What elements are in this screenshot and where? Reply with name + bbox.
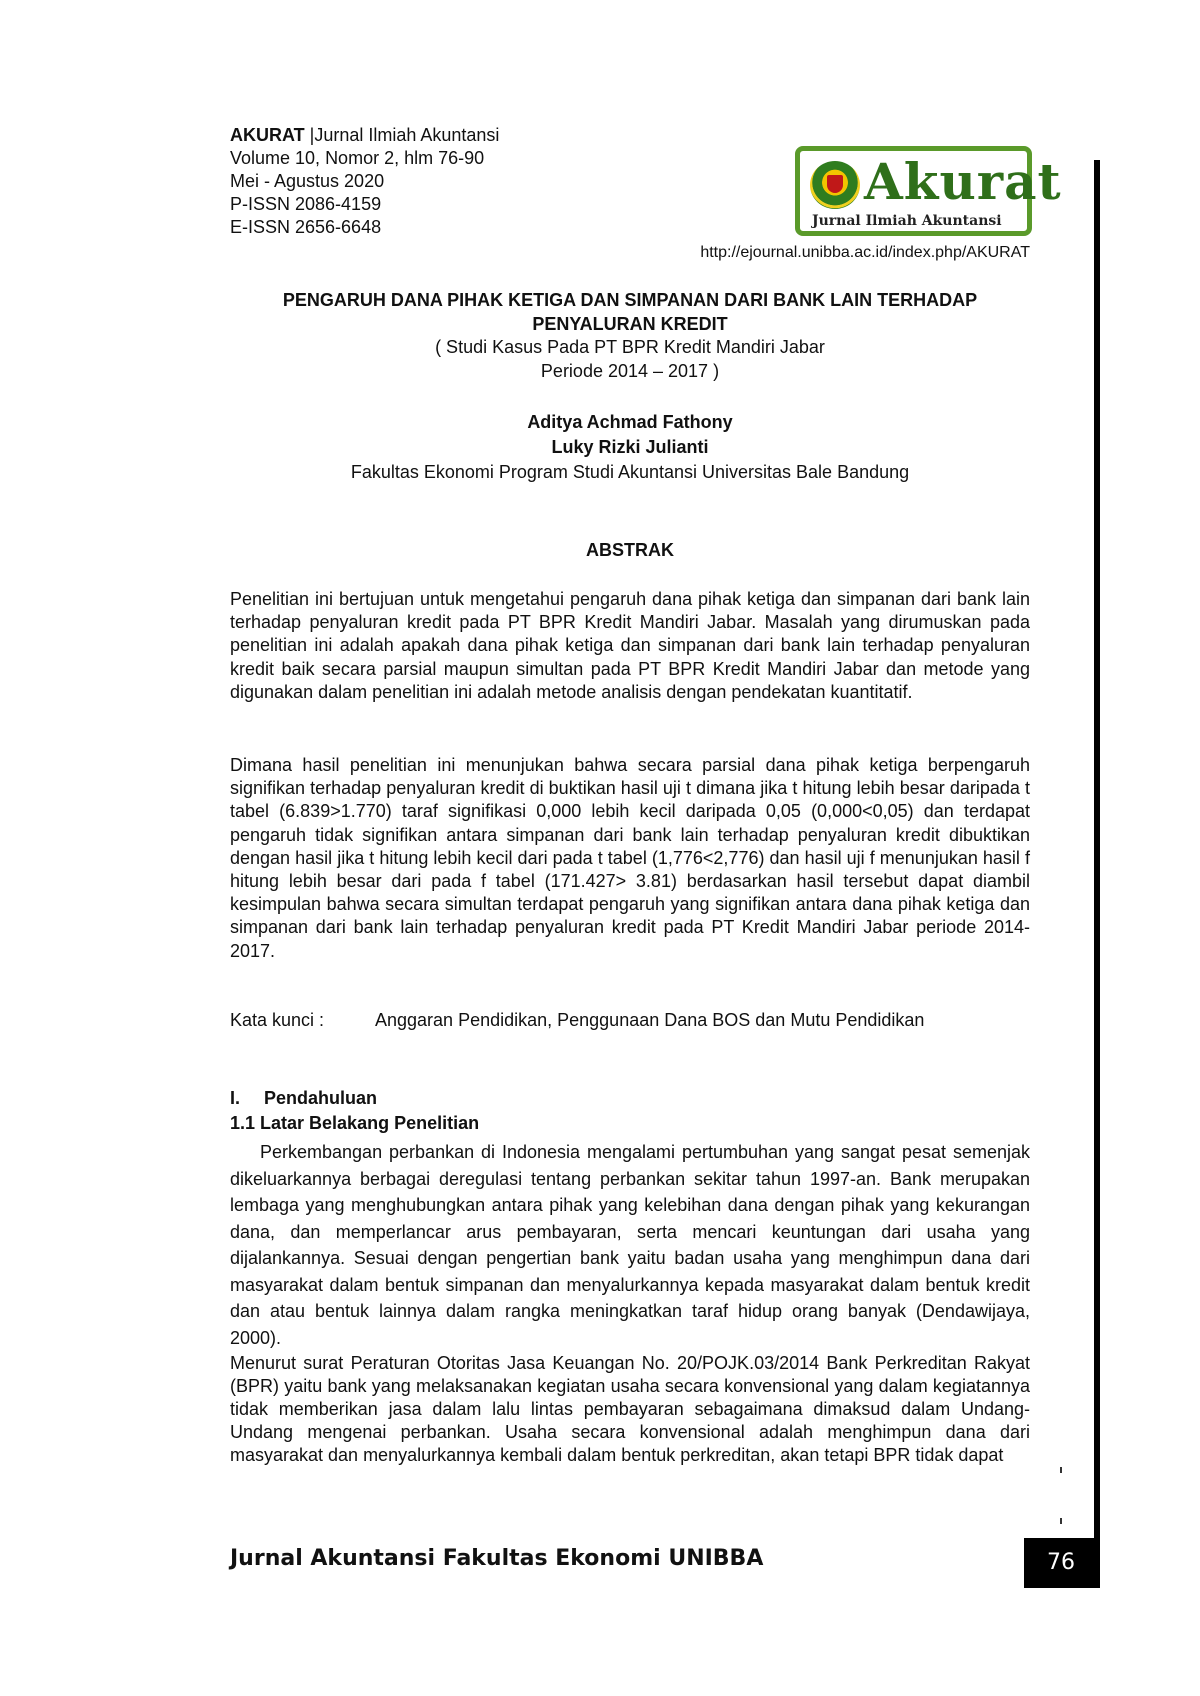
article-subtitle: [230, 335, 1030, 383]
keywords-text: Anggaran Pendidikan, Penggunaan Dana BOS dan Mutu Pendidikan: [375, 1010, 925, 1030]
footer-journal-name: Jurnal Akuntansi Fakultas Ekonomi UNIBBA: [230, 1546, 764, 1571]
pissn: P-ISSN 2086-4159: [230, 194, 382, 214]
journal-url-link[interactable]: http://ejournal.unibba.ac.id/index.php/AKURAT: [700, 244, 1030, 261]
author-1: Aditya Achmad Fathony: [527, 412, 733, 432]
section-title: Pendahuluan: [264, 1088, 378, 1108]
affiliation: Fakultas Ekonomi Program Studi Akuntansi Universitas Bale Bandung: [350, 462, 910, 482]
abstract-heading: ABSTRAK: [586, 540, 674, 560]
author-2: Luky Rizki Julianti: [551, 437, 709, 457]
body-paragraph-1: [230, 1139, 1030, 1351]
margin-mark: [1060, 1518, 1062, 1524]
article-title: [230, 288, 1030, 336]
body-paragraph-1-text: Perkembangan perbankan di Indonesia mengalami pertumbuhan yang sangat pesat semenjak dikeluarkannya berbagai deregulasi tentang perbankan sekitar tahun 1997-an. Bank merupakan lembaga yang menghubungkan antara pihak yang kelebihan dana dengan pihak yang kekurangan dana, dan memperlancar arus pembayaran, serta mencari keuntungan dari usaha yang dijalankannya. Sesuai dengan pengertian bank yaitu badan usaha yang menghimpun dana dari masyarakat dalam bentuk simpanan dan menyalurkannya kepada masyarakat dalam bentuk kredit dan atau bentuk lainnya dalam rangka meningkatkan taraf hidup orang banyak (Dendawijaya, 2000).: [230, 1142, 1030, 1348]
logo-wordmark: Akurat: [864, 152, 1062, 211]
title-line-2: PENYALURAN KREDIT: [532, 314, 728, 334]
title-line-1: PENGARUH DANA PIHAK KETIGA DAN SIMPANAN DARI BANK LAIN TERHADAP: [282, 290, 978, 310]
subsection-heading: 1.1 Latar Belakang Penelitian: [230, 1113, 480, 1133]
journal-name: AKURAT: [230, 125, 305, 145]
akurat-logo: [795, 146, 1062, 236]
authors: [230, 410, 1030, 460]
logo-subtitle: Jurnal Ilmiah Akuntansi: [812, 213, 1002, 229]
right-margin-rule: [1094, 160, 1100, 1588]
section-heading: [230, 1088, 377, 1109]
abstract-paragraph-2: Dimana hasil penelitian ini menunjukan bahwa secara parsial dana pihak ketiga berpengaruh signifikan terhadap penyaluran kredit di buktikan hasil uji t dimana jika t hitung lebih besar daripada t tabel (6.839>1.770) taraf signifikasi 0,000 lebih kecil daripada 0,05 (0,000<0,05) dan terdapat pengaruh tidak signifikan antara simpanan dari bank lain terhadap penyaluran kredit dibuktikan dengan hasil jika t hitung lebih kecil dari pada t tabel (1,776<2,776) dan hasil uji f menunjukan hasil f hitung lebih besar dari pada f tabel (171.427> 3.81) berdasarkan hasil tersebut dapat diambil kesimpulan bahwa secara simultan terdapat pengaruh yang signifikan antara dana pihak ketiga dan simpanan dari bank lain terhadap penyaluran kredit pada PT Kredit Mandiri Jabar periode 2014-2017.: [230, 755, 1030, 961]
section-number: I.: [230, 1088, 241, 1108]
subtitle-line-2: Periode 2014 – 2017 ): [540, 361, 720, 381]
volume-info: Volume 10, Nomor 2, hlm 76-90: [230, 148, 485, 168]
journal-header: [230, 124, 499, 239]
body-paragraph-2: Menurut surat Peraturan Otoritas Jasa Keuangan No. 20/POJK.03/2014 Bank Perkreditan Rakyat (BPR) yaitu bank yang melaksanakan kegiatan usaha secara konvensional yang dalam kegiatannya tidak memberikan jasa dalam lalu lintas pembayaran sebagaimana dimaksud dalam Undang-Undang mengenai perbankan. Usaha secara konvensional adalah menghimpun dana dari masyarakat dan menyalurkannya kembali dalam bentuk perkreditan, akan tetapi BPR tidak dapat: [230, 1353, 1030, 1465]
eissn: E-ISSN 2656-6648: [230, 217, 382, 237]
university-emblem-icon: [810, 161, 860, 209]
margin-mark: [1060, 1467, 1062, 1473]
keywords: [230, 1010, 924, 1031]
subtitle-line-1: ( Studi Kasus Pada PT BPR Kredit Mandiri Jabar: [435, 337, 825, 357]
page-number: 76: [1024, 1538, 1098, 1588]
journal-tagline: |Jurnal Ilmiah Akuntansi: [304, 125, 500, 145]
period-info: Mei - Agustus 2020: [230, 171, 385, 191]
abstract-paragraph-1: Penelitian ini bertujuan untuk mengetahui pengaruh dana pihak ketiga dan simpanan dari bank lain terhadap penyaluran kredit pada PT BPR Kredit Mandiri Jabar. Masalah yang dirumuskan pada penelitian ini adalah apakah dana pihak ketiga dan simpanan dari bank lain terhadap penyaluran kredit baik secara parsial maupun simultan pada PT BPR Kredit Mandiri Jabar dan metode yang digunakan dalam penelitian ini adalah metode analisis dengan pendekatan kuantitatif.: [230, 589, 1030, 702]
journal-name-line: [230, 124, 499, 147]
keywords-label: Kata kunci :: [230, 1010, 325, 1030]
